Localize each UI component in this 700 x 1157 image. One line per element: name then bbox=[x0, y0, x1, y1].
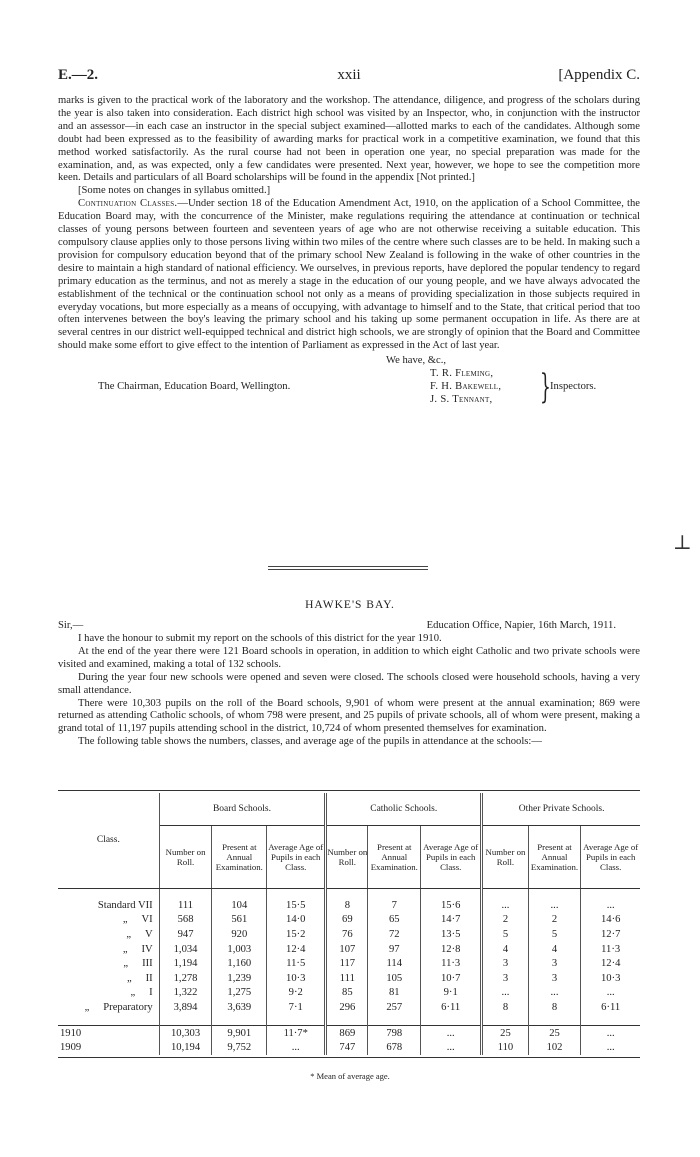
table-cell: 105 bbox=[368, 971, 421, 986]
table-cell: 10·3 bbox=[267, 971, 326, 986]
table-cell: 72 bbox=[368, 928, 421, 943]
table-cell: 6·11 bbox=[601, 1001, 621, 1013]
table-cell: 8 bbox=[482, 1001, 528, 1016]
table-cell: 1,239 bbox=[212, 971, 267, 986]
table-cell: 13·5 bbox=[421, 928, 482, 943]
table-row bbox=[58, 899, 640, 914]
report-body bbox=[58, 95, 640, 411]
table-cell: 10·7 bbox=[421, 971, 482, 986]
group-header-catholic: Catholic Schools. bbox=[326, 793, 482, 826]
table-cell: ... bbox=[606, 1042, 615, 1054]
paragraph: At the end of the year there were 121 Board schools in operation, in addition to which eight Catholic and two private schools were visited and examined, making a total of 132 schools. bbox=[58, 645, 640, 670]
row-label bbox=[58, 957, 159, 972]
table-row bbox=[58, 942, 640, 957]
table-cell: 12·8 bbox=[421, 942, 482, 957]
addressee: The Chairman, Education Board, Wellington. bbox=[98, 381, 291, 393]
table-cell: 4 bbox=[528, 942, 581, 957]
table-cell: 85 bbox=[326, 986, 368, 1001]
ditto-mark-icon: „ bbox=[130, 987, 136, 999]
table-cell: 1,275 bbox=[212, 986, 267, 1001]
table-row bbox=[58, 971, 640, 986]
row-label bbox=[58, 1001, 159, 1016]
table-cell: 76 bbox=[326, 928, 368, 943]
table-footnote: * Mean of average age. bbox=[310, 1071, 390, 1081]
row-label: 1909 bbox=[58, 1041, 159, 1056]
table-cell: 11·3 bbox=[601, 943, 621, 955]
row-label-text: Preparatory bbox=[103, 1001, 153, 1013]
ditto-mark-icon: „ bbox=[126, 972, 132, 984]
column-header: Present at Annual Examination. bbox=[212, 825, 267, 888]
row-label: 1910 bbox=[58, 1026, 159, 1041]
table-cell: 10·3 bbox=[600, 972, 621, 984]
margin-mark-icon: ⊥ bbox=[673, 532, 692, 554]
table-cell: 2 bbox=[482, 913, 528, 928]
continuation-paragraph bbox=[58, 198, 640, 353]
table-cell: 6·11 bbox=[421, 1001, 482, 1016]
column-header: Average Age of Pupils in each Class. bbox=[267, 825, 326, 888]
table-row bbox=[58, 1001, 640, 1016]
continuation-heading: Continuation Classes. bbox=[78, 198, 178, 210]
table-row bbox=[58, 986, 640, 1001]
table-cell: ... bbox=[606, 899, 615, 911]
group-header-private: Other Private Schools. bbox=[482, 793, 640, 826]
letter-heading bbox=[58, 620, 640, 633]
continuation-text: —Under section 18 of the Education Amendment Act, 1910, on the application of a School Committee, the Education Board may, with the concurrence of the Minister, make regulations requiring the attendance at continuation or technical classes of young persons between fourteen and seventeen years of age who are not otherwise receiving a suitable education. This compulsory clause applies only to those persons living within two miles of the centre where such classes are to be held. In making such a provision for compulsory education beyond that of the primary school New Zealand is following in the wake of other countries in the desire to maintain a high standard of national efficiency. We ourselves, in previous reports, have deplored the popular tendency to regard primary education as the terminus, and not as merely a stage in the education of our young people, and we have always advocated the establishment of the technical or the continuation school not only as a means of providing specialization in those subjects required in everyday vocations, but more especially as a means of occupying, with advantage to himself and to the State, that critical period that too often intervenes between the boy's leaving the primary school and his taking up some permanent occupation in life. As there are at several centres in our district well-equipped technical and district high schools, we are strongly of opinion that the Board and Committee should make some effort to give effect to the intention of Parliament as expressed in the Act of last year. bbox=[58, 198, 641, 352]
table-cell: ... bbox=[267, 1041, 326, 1056]
row-label-text: V bbox=[145, 928, 153, 940]
valediction: We have, &c., bbox=[386, 355, 447, 367]
attendance-table bbox=[58, 790, 640, 1058]
column-header: Present at Annual Examination. bbox=[368, 825, 421, 888]
table-cell: 14·0 bbox=[267, 913, 326, 928]
row-label bbox=[58, 928, 159, 943]
column-header: Number on Roll. bbox=[482, 825, 528, 888]
salutation: Sir,— bbox=[58, 620, 84, 631]
table-cell: 2 bbox=[528, 913, 581, 928]
page-number: xxii bbox=[337, 67, 361, 83]
table-cell: 1,322 bbox=[159, 986, 212, 1001]
table-cell: 9,752 bbox=[212, 1041, 267, 1056]
row-label bbox=[58, 971, 159, 986]
column-header: Average Age of Pupils in each Class. bbox=[581, 825, 640, 888]
table-cell: 11·7* bbox=[267, 1026, 326, 1041]
column-header-class: Class. bbox=[58, 793, 159, 889]
table-cell: 111 bbox=[326, 971, 368, 986]
table-cell: 3 bbox=[482, 957, 528, 972]
table-cell: 12·4 bbox=[600, 958, 621, 970]
table-cell: 747 bbox=[326, 1041, 368, 1056]
table-cell: 1,194 bbox=[159, 957, 212, 972]
table-cell: 869 bbox=[326, 1026, 368, 1041]
table-cell: 1,160 bbox=[212, 957, 267, 972]
table-cell: 104 bbox=[212, 899, 267, 914]
page-header bbox=[58, 67, 640, 89]
table-cell: 11·3 bbox=[421, 957, 482, 972]
table-cell: 25 bbox=[528, 1026, 581, 1041]
table-cell: 7 bbox=[368, 899, 421, 914]
table-cell: 81 bbox=[368, 986, 421, 1001]
table-cell: 5 bbox=[482, 928, 528, 943]
appendix-ref: [Appendix C. bbox=[558, 67, 640, 83]
ditto-mark-icon: „ bbox=[122, 914, 128, 926]
table-cell: 678 bbox=[368, 1041, 421, 1056]
paragraph: The following table shows the numbers, classes, and average age of the pupils in attendance at the schools:— bbox=[78, 736, 542, 748]
row-label: Standard VII bbox=[58, 899, 159, 914]
table-cell: 1,003 bbox=[212, 942, 267, 957]
table-cell: 296 bbox=[326, 1001, 368, 1016]
row-label bbox=[58, 986, 159, 1001]
table-cell: 14·7 bbox=[421, 913, 482, 928]
signatory: F. H. Bakewell, bbox=[430, 381, 502, 393]
table-cell: 3,639 bbox=[212, 1001, 267, 1016]
brace-icon: } bbox=[540, 367, 551, 408]
table-cell: 111 bbox=[159, 899, 212, 914]
table-cell: 5 bbox=[528, 928, 581, 943]
ditto-mark-icon: „ bbox=[84, 1001, 90, 1013]
column-header: Average Age of Pupils in each Class. bbox=[421, 825, 482, 888]
table-cell: 11·5 bbox=[267, 957, 326, 972]
table-cell: 107 bbox=[326, 942, 368, 957]
table-cell: 3 bbox=[528, 971, 581, 986]
paragraph: During the year four new schools were opened and seven were closed. The schools closed were household schools, having a very small attendance. bbox=[58, 671, 640, 696]
year-rows bbox=[58, 1026, 640, 1056]
table-cell: ... bbox=[528, 986, 581, 1001]
table-cell: 1,034 bbox=[159, 942, 212, 957]
table-cell: 947 bbox=[159, 928, 212, 943]
page-ref: E.—2. bbox=[58, 67, 99, 83]
table-cell: 568 bbox=[159, 913, 212, 928]
table-cell: 15·6 bbox=[421, 899, 482, 914]
table-cell: 8 bbox=[326, 899, 368, 914]
office-dateline: Education Office, Napier, 16th March, 1911. bbox=[426, 620, 616, 631]
table-cell: 15·5 bbox=[267, 899, 326, 914]
row-label bbox=[58, 913, 159, 928]
table-cell: 1,278 bbox=[159, 971, 212, 986]
table-cell: 7·1 bbox=[267, 1001, 326, 1016]
paragraph: There were 10,303 pupils on the roll of the Board schools, 9,901 of whom were present at the annual examination; 869 were returned as attending Catholic schools, of whom 798 were present, and 25 pupils of private schools, all of whom were present, making a grand total of 11,197 pupils attending school in the district, 10,724 of whom presented themselves for examination. bbox=[58, 697, 640, 735]
ditto-mark-icon: „ bbox=[126, 928, 132, 940]
table-cell: 9·1 bbox=[421, 986, 482, 1001]
table-cell: 9,901 bbox=[212, 1026, 267, 1041]
table-cell: 4 bbox=[482, 942, 528, 957]
table-cell: ... bbox=[421, 1041, 482, 1056]
table-cell: 9·2 bbox=[267, 986, 326, 1001]
class-rows bbox=[58, 899, 640, 1016]
table-cell: ... bbox=[421, 1026, 482, 1041]
table-cell: ... bbox=[606, 987, 615, 999]
row-label-text: VI bbox=[141, 914, 153, 926]
hawkes-bay-report bbox=[58, 620, 640, 749]
table-cell: 257 bbox=[368, 1001, 421, 1016]
table-cell: 65 bbox=[368, 913, 421, 928]
column-header: Number on Roll. bbox=[326, 825, 368, 888]
table-cell: 10,303 bbox=[159, 1026, 212, 1041]
table-cell: 69 bbox=[326, 913, 368, 928]
table-cell: 97 bbox=[368, 942, 421, 957]
group-header-board: Board Schools. bbox=[159, 793, 326, 826]
year-total-row bbox=[58, 1026, 640, 1041]
table-cell: 3 bbox=[528, 957, 581, 972]
table-cell: 12·7 bbox=[600, 928, 621, 940]
row-label-text: IV bbox=[141, 943, 153, 955]
row-label-text: II bbox=[145, 972, 153, 984]
signatory: J. S. Tennant, bbox=[430, 393, 493, 405]
table-cell: 102 bbox=[528, 1041, 581, 1056]
table-cell: 3 bbox=[482, 971, 528, 986]
table-cell: 25 bbox=[482, 1026, 528, 1041]
row-label bbox=[58, 942, 159, 957]
table-cell: ... bbox=[482, 986, 528, 1001]
table-cell: 110 bbox=[482, 1041, 528, 1056]
table-cell: 798 bbox=[368, 1026, 421, 1041]
column-header: Present at Annual Examination. bbox=[528, 825, 581, 888]
table-cell: 12·4 bbox=[267, 942, 326, 957]
table-cell: 14·6 bbox=[600, 914, 621, 926]
paragraph: I have the honour to submit my report on the schools of this district for the year 1910. bbox=[78, 633, 442, 644]
table-cell: 920 bbox=[212, 928, 267, 943]
row-label-text: III bbox=[142, 958, 153, 970]
table-cell: 8 bbox=[528, 1001, 581, 1016]
signature-block bbox=[58, 355, 640, 411]
table-cell: 561 bbox=[212, 913, 267, 928]
table-cell: 3,894 bbox=[159, 1001, 212, 1016]
table-row bbox=[58, 913, 640, 928]
table-row bbox=[58, 928, 640, 943]
table-row bbox=[58, 957, 640, 972]
table-cell: 10,194 bbox=[159, 1041, 212, 1056]
ditto-mark-icon: „ bbox=[123, 958, 129, 970]
table-cell: ... bbox=[528, 899, 581, 914]
signatory: T. R. Fleming, bbox=[430, 368, 494, 380]
table-cell: 114 bbox=[368, 957, 421, 972]
table-cell: 15·2 bbox=[267, 928, 326, 943]
column-header: Number on Roll. bbox=[159, 825, 212, 888]
table-cell: ... bbox=[581, 1026, 640, 1041]
table-group-header bbox=[58, 793, 640, 826]
signatory-role: Inspectors. bbox=[550, 381, 597, 393]
paragraph: marks is given to the practical work of the laboratory and the workshop. The attendance, diligence, and progress of the scholars during the year is also taken into consideration. Each district high school was visited by an Inspector, who, in conjunction with the instructor and an assessor—in each case an instructor in the special subject examined—allotted marks to each of the candidates. Although some doubt had been expressed as to the feasibility of awarding marks for practical work in a competitive examination, we found that this method worked satisfactorily. As the rural course had not been in operation one year, no special preparation was made for the examination, and, as was expected, only a few candidates were presented. Next year, however, we hope to see the competition more keen. Details and particulars of all Board scholarships will be found in the appendix [Not printed.] bbox=[58, 95, 640, 184]
table-cell: ... bbox=[482, 899, 528, 914]
row-label-text: I bbox=[149, 987, 153, 999]
signatories bbox=[430, 368, 501, 407]
year-total-row bbox=[58, 1041, 640, 1056]
section-divider bbox=[268, 566, 428, 570]
ditto-mark-icon: „ bbox=[122, 943, 128, 955]
omission-note: [Some notes on changes in syllabus omitted.] bbox=[78, 185, 271, 197]
section-title: HAWKE'S BAY. bbox=[305, 599, 395, 611]
table-cell: 117 bbox=[326, 957, 368, 972]
